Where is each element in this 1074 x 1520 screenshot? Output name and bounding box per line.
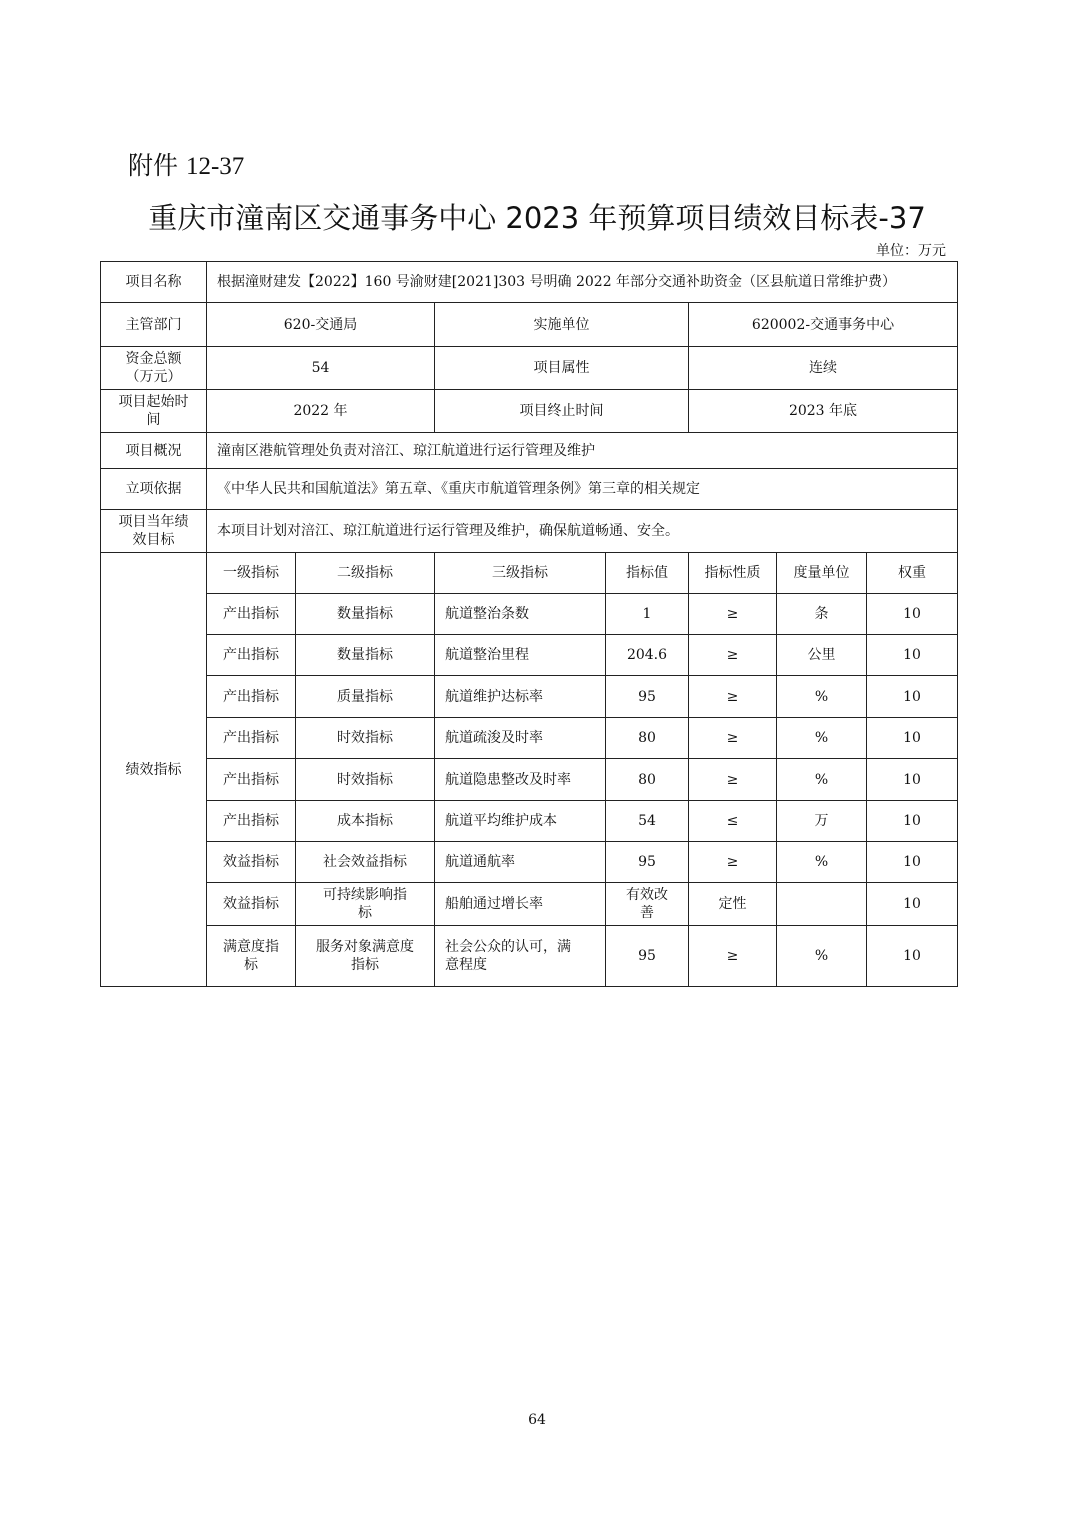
cell-l2: 数量指标 [296,594,435,635]
table-row [101,926,958,987]
fund-label-line2: （万元） [125,369,182,385]
cell-nature: ≥ [689,594,777,635]
cell-nature: ≥ [689,635,777,676]
cell-value [606,883,689,926]
attachment-label [128,146,244,182]
header-unit: 度量单位 [777,553,867,594]
basis-value: 《中华人民共和国航道法》第五章、《重庆市航道管理条例》第三章的相关规定 [207,469,958,510]
header-l1: 一级指标 [207,553,296,594]
start-label [101,390,207,433]
header-nature: 指标性质 [689,553,777,594]
cell-nature: 定性 [689,883,777,926]
cell-nature: ≥ [689,676,777,718]
cell-value-line1: 有效改 [626,887,668,903]
row-project-name [101,262,958,303]
cell-l3: 航道维护达标率 [435,676,606,718]
start-value: 2022 年 [207,390,435,433]
cell-value: 54 [606,801,689,842]
cell-unit: 公里 [777,635,867,676]
attr-value: 连续 [689,347,958,390]
table-row [101,842,958,883]
table-row [101,594,958,635]
header-l3: 三级指标 [435,553,606,594]
cell-l3: 航道整治里程 [435,635,606,676]
cell-l2-line1: 可持续影响指 [323,887,407,903]
cell-weight: 10 [867,801,958,842]
goal-label-line2: 效目标 [132,532,175,548]
cell-weight: 10 [867,635,958,676]
cell-weight: 10 [867,759,958,801]
cell-l3: 航道平均维护成本 [435,801,606,842]
cell-l2 [296,883,435,926]
project-name-value: 根据潼财建发【2022】160 号渝财建[2021]303 号明确 2022 年部分交通补助资金（区县航道日常维护费） [207,262,958,303]
cell-l1: 效益指标 [207,883,296,926]
cell-weight: 10 [867,883,958,926]
table-row [101,801,958,842]
cell-nature: ≥ [689,842,777,883]
row-basis [101,469,958,510]
unit-label: 单位：万元 [876,243,946,259]
cell-l2: 社会效益指标 [296,842,435,883]
page-number: 64 [528,1412,546,1428]
goal-label [101,510,207,553]
cell-unit: 条 [777,594,867,635]
cell-l1: 产出指标 [207,759,296,801]
cell-l2-line2: 指标 [351,957,379,973]
cell-value: 95 [606,676,689,718]
cell-value: 1 [606,594,689,635]
cell-value: 80 [606,759,689,801]
cell-unit: % [777,842,867,883]
cell-l3: 航道隐患整改及时率 [435,759,606,801]
header-value: 指标值 [606,553,689,594]
cell-l1 [207,926,296,987]
start-label-line2: 间 [146,412,161,428]
table-row [101,718,958,759]
cell-l3: 航道整治条数 [435,594,606,635]
cell-weight: 10 [867,676,958,718]
cell-l1: 产出指标 [207,801,296,842]
cell-unit: % [777,718,867,759]
goal-value: 本项目计划对涪江、琼江航道进行运行管理及维护，确保航道畅通、安全。 [207,510,958,553]
cell-l1: 产出指标 [207,635,296,676]
end-label: 项目终止时间 [435,390,689,433]
cell-nature: ≥ [689,759,777,801]
table-row [101,676,958,718]
cell-unit: % [777,676,867,718]
cell-weight: 10 [867,926,958,987]
fund-label-line1: 资金总额 [125,351,182,367]
cell-weight: 10 [867,842,958,883]
cell-l2-line2: 标 [358,905,372,921]
dept-value: 620-交通局 [207,303,435,347]
row-dept [101,303,958,347]
row-overview [101,433,958,469]
cell-l2: 成本指标 [296,801,435,842]
perf-header-row [101,553,958,594]
start-label-line1: 项目起始时 [118,394,189,410]
end-value: 2023 年底 [689,390,958,433]
cell-l3: 船舶通过增长率 [435,883,606,926]
cell-l2: 时效指标 [296,718,435,759]
cell-nature: ≥ [689,718,777,759]
cell-nature: ≥ [689,926,777,987]
basis-label: 立项依据 [101,469,207,510]
header-weight: 权重 [867,553,958,594]
cell-nature: ≤ [689,801,777,842]
cell-l1: 效益指标 [207,842,296,883]
cell-l2: 质量指标 [296,676,435,718]
cell-unit: 万 [777,801,867,842]
cell-l3-line1: 社会公众的认可，满 [445,939,571,955]
impl-label: 实施单位 [435,303,689,347]
cell-unit: % [777,926,867,987]
impl-value: 620002-交通事务中心 [689,303,958,347]
table-row [101,883,958,926]
goal-label-line1: 项目当年绩 [118,514,189,530]
row-goal [101,510,958,553]
cell-l2: 数量指标 [296,635,435,676]
cell-l2-line1: 服务对象满意度 [316,939,414,955]
cell-unit: % [777,759,867,801]
row-time [101,390,958,433]
table-row [101,759,958,801]
attr-label: 项目属性 [435,347,689,390]
perf-section-label: 绩效指标 [101,553,207,987]
cell-weight: 10 [867,718,958,759]
cell-l1: 产出指标 [207,718,296,759]
cell-value: 95 [606,926,689,987]
cell-l3 [435,926,606,987]
project-name-label: 项目名称 [101,262,207,303]
cell-l1-line1: 满意度指 [223,939,279,955]
cell-l3: 航道通航率 [435,842,606,883]
cell-value: 80 [606,718,689,759]
cell-l1-line2: 标 [244,957,258,973]
cell-l2 [296,926,435,987]
cell-l3-line2: 意程度 [445,957,487,973]
header-l2: 二级指标 [296,553,435,594]
table-row [101,635,958,676]
cell-value: 95 [606,842,689,883]
cell-unit [777,883,867,926]
cell-l1: 产出指标 [207,676,296,718]
cell-value-line2: 善 [640,905,654,921]
fund-label [101,347,207,390]
cell-l1: 产出指标 [207,594,296,635]
page-title: 重庆市潼南区交通事务中心 2023 年预算项目绩效目标表-37 [148,201,926,235]
row-fund [101,347,958,390]
attachment-label-text: 附件 [128,151,179,180]
fund-value: 54 [207,347,435,390]
cell-l3: 航道疏浚及时率 [435,718,606,759]
cell-l2: 时效指标 [296,759,435,801]
performance-table [100,261,958,987]
overview-value: 潼南区港航管理处负责对涪江、琼江航道进行运行管理及维护 [207,433,958,469]
overview-label: 项目概况 [101,433,207,469]
attachment-number: 12-37 [185,153,245,180]
dept-label: 主管部门 [101,303,207,347]
cell-value: 204.6 [606,635,689,676]
cell-weight: 10 [867,594,958,635]
